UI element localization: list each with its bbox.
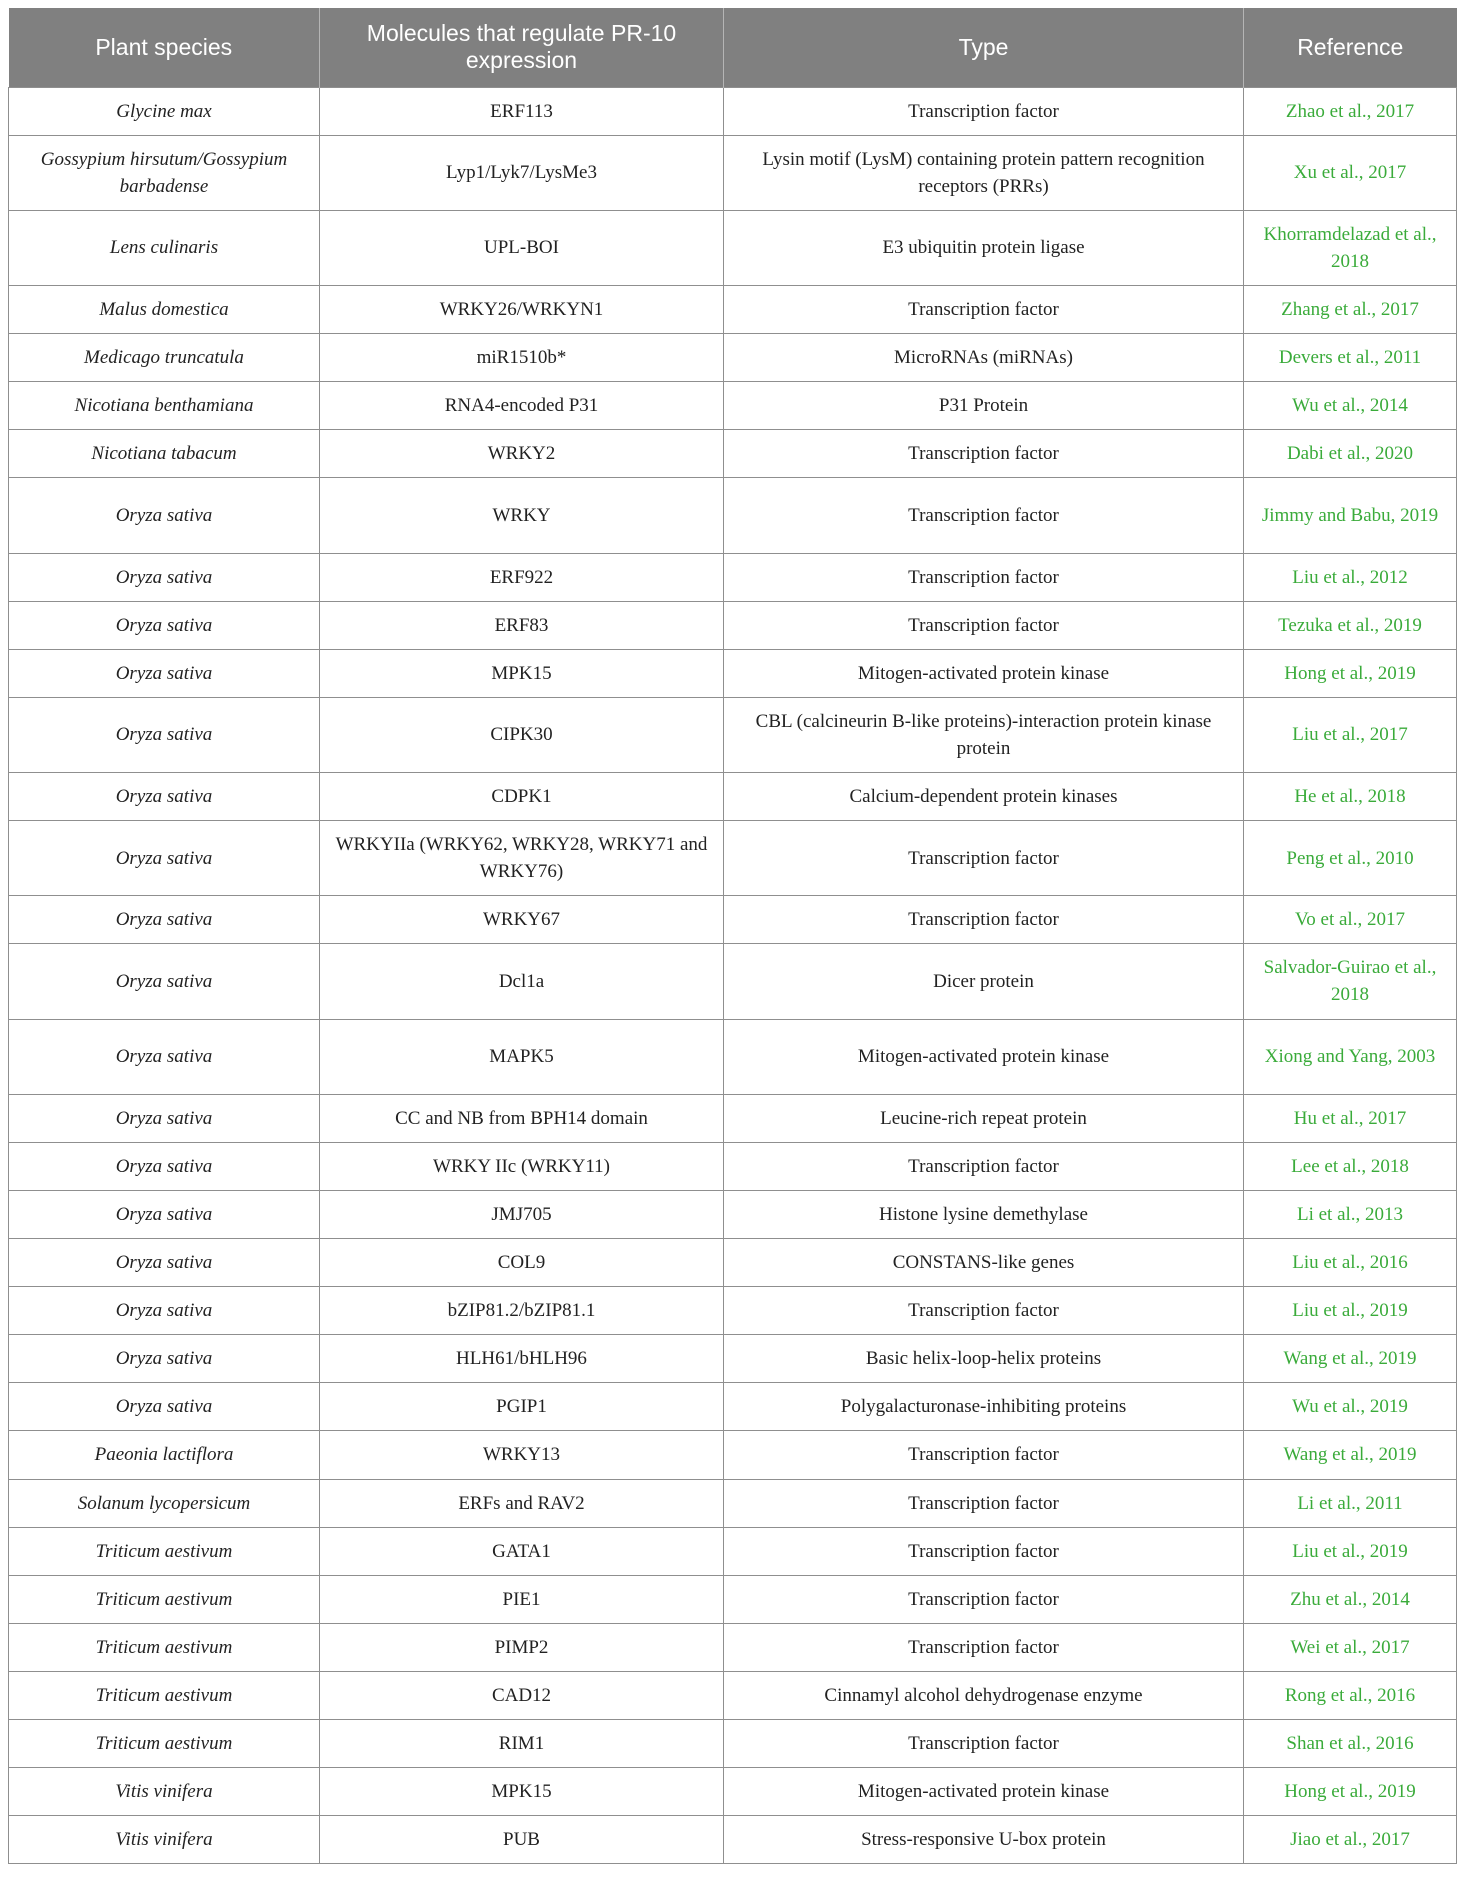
table-row [9, 1719, 1457, 1767]
species-cell: Triticum aestivum [9, 1623, 320, 1671]
species-cell: Glycine max [9, 87, 320, 135]
table-row [9, 1383, 1457, 1431]
molecule-cell: CAD12 [320, 1671, 724, 1719]
species-cell: Oryza sativa [9, 649, 320, 697]
type-cell: Leucine-rich repeat protein [724, 1094, 1244, 1142]
table-row [9, 553, 1457, 601]
species-cell: Malus domestica [9, 285, 320, 333]
type-cell: CBL (calcineurin B-like proteins)-interaction protein kinase protein [724, 697, 1244, 772]
type-cell: Transcription factor [724, 1287, 1244, 1335]
reference-link[interactable]: Wei et al., 2017 [1244, 1623, 1457, 1671]
molecule-cell: WRKY IIc (WRKY11) [320, 1142, 724, 1190]
table-row [9, 773, 1457, 821]
molecule-cell: WRKY13 [320, 1431, 724, 1479]
species-cell: Oryza sativa [9, 697, 320, 772]
species-cell: Lens culinaris [9, 210, 320, 285]
reference-link[interactable]: Shan et al., 2016 [1244, 1719, 1457, 1767]
molecule-cell: ERF83 [320, 601, 724, 649]
type-cell: E3 ubiquitin protein ligase [724, 210, 1244, 285]
species-cell: Triticum aestivum [9, 1719, 320, 1767]
molecule-cell: PUB [320, 1816, 724, 1864]
table-row [9, 1623, 1457, 1671]
reference-link[interactable]: Vo et al., 2017 [1244, 896, 1457, 944]
table-row [9, 210, 1457, 285]
species-cell: Vitis vinifera [9, 1768, 320, 1816]
table-row [9, 334, 1457, 382]
header-plant-species: Plant species [9, 8, 320, 87]
reference-link[interactable]: Peng et al., 2010 [1244, 821, 1457, 896]
type-cell: Mitogen-activated protein kinase [724, 649, 1244, 697]
species-cell: Medicago truncatula [9, 334, 320, 382]
table-row [9, 697, 1457, 772]
species-cell: Vitis vinifera [9, 1816, 320, 1864]
reference-link[interactable]: Xiong and Yang, 2003 [1244, 1019, 1457, 1094]
species-cell: Solanum lycopersicum [9, 1479, 320, 1527]
molecule-cell: Lyp1/Lyk7/LysMe3 [320, 135, 724, 210]
type-cell: Transcription factor [724, 1623, 1244, 1671]
type-cell: Polygalacturonase-inhibiting proteins [724, 1383, 1244, 1431]
species-cell: Oryza sativa [9, 1287, 320, 1335]
reference-link[interactable]: Wang et al., 2019 [1244, 1335, 1457, 1383]
type-cell: Transcription factor [724, 87, 1244, 135]
type-cell: P31 Protein [724, 382, 1244, 430]
table-row [9, 649, 1457, 697]
molecule-cell: RNA4-encoded P31 [320, 382, 724, 430]
type-cell: CONSTANS-like genes [724, 1239, 1244, 1287]
molecule-cell: ERFs and RAV2 [320, 1479, 724, 1527]
molecule-cell: COL9 [320, 1239, 724, 1287]
reference-link[interactable]: Liu et al., 2017 [1244, 697, 1457, 772]
header-molecules: Molecules that regulate PR-10 expression [320, 8, 724, 87]
species-cell: Triticum aestivum [9, 1575, 320, 1623]
type-cell: Cinnamyl alcohol dehydrogenase enzyme [724, 1671, 1244, 1719]
table-body [9, 87, 1457, 1864]
type-cell: Histone lysine demethylase [724, 1190, 1244, 1238]
reference-link[interactable]: Li et al., 2011 [1244, 1479, 1457, 1527]
table-row [9, 1287, 1457, 1335]
header-row [9, 8, 1457, 87]
header-type: Type [724, 8, 1244, 87]
molecule-cell: CDPK1 [320, 773, 724, 821]
molecule-cell: bZIP81.2/bZIP81.1 [320, 1287, 724, 1335]
type-cell: Transcription factor [724, 601, 1244, 649]
species-cell: Nicotiana tabacum [9, 430, 320, 478]
type-cell: Calcium-dependent protein kinases [724, 773, 1244, 821]
molecule-cell: HLH61/bHLH96 [320, 1335, 724, 1383]
reference-link[interactable]: Hong et al., 2019 [1244, 649, 1457, 697]
type-cell: Dicer protein [724, 944, 1244, 1019]
molecule-cell: CC and NB from BPH14 domain [320, 1094, 724, 1142]
molecule-cell: JMJ705 [320, 1190, 724, 1238]
molecule-cell: PIMP2 [320, 1623, 724, 1671]
type-cell: Mitogen-activated protein kinase [724, 1768, 1244, 1816]
molecule-cell: WRKY2 [320, 430, 724, 478]
pr10-regulators-table [8, 8, 1457, 1864]
table-row [9, 285, 1457, 333]
molecule-cell: PGIP1 [320, 1383, 724, 1431]
reference-link[interactable]: Devers et al., 2011 [1244, 334, 1457, 382]
table-row [9, 1575, 1457, 1623]
species-cell: Oryza sativa [9, 1019, 320, 1094]
type-cell: Lysin motif (LysM) containing protein pattern recognition receptors (PRRs) [724, 135, 1244, 210]
reference-link[interactable]: Liu et al., 2019 [1244, 1527, 1457, 1575]
table-row [9, 1019, 1457, 1094]
table-row [9, 382, 1457, 430]
reference-link[interactable]: Wu et al., 2019 [1244, 1383, 1457, 1431]
reference-link[interactable]: Zhu et al., 2014 [1244, 1575, 1457, 1623]
type-cell: Transcription factor [724, 1431, 1244, 1479]
type-cell: Mitogen-activated protein kinase [724, 1019, 1244, 1094]
reference-link[interactable]: Zhao et al., 2017 [1244, 87, 1457, 135]
molecule-cell: WRKY26/WRKYN1 [320, 285, 724, 333]
table-row [9, 1335, 1457, 1383]
reference-link[interactable]: Rong et al., 2016 [1244, 1671, 1457, 1719]
table-row [9, 1768, 1457, 1816]
species-cell: Triticum aestivum [9, 1671, 320, 1719]
molecule-cell: GATA1 [320, 1527, 724, 1575]
reference-link[interactable]: Liu et al., 2016 [1244, 1239, 1457, 1287]
reference-link[interactable]: Tezuka et al., 2019 [1244, 601, 1457, 649]
table-row [9, 1239, 1457, 1287]
species-cell: Oryza sativa [9, 944, 320, 1019]
table-row [9, 1431, 1457, 1479]
species-cell: Gossypium hirsutum/Gossypium barbadense [9, 135, 320, 210]
reference-link[interactable]: Jimmy and Babu, 2019 [1244, 478, 1457, 553]
species-cell: Oryza sativa [9, 1239, 320, 1287]
reference-link[interactable]: Wang et al., 2019 [1244, 1431, 1457, 1479]
molecule-cell: MPK15 [320, 649, 724, 697]
type-cell: Transcription factor [724, 1142, 1244, 1190]
species-cell: Oryza sativa [9, 896, 320, 944]
species-cell: Paeonia lactiflora [9, 1431, 320, 1479]
type-cell: Stress-responsive U-box protein [724, 1816, 1244, 1864]
table-row [9, 896, 1457, 944]
table-row [9, 87, 1457, 135]
reference-link[interactable]: Jiao et al., 2017 [1244, 1816, 1457, 1864]
table-row [9, 1190, 1457, 1238]
reference-link[interactable]: Liu et al., 2019 [1244, 1287, 1457, 1335]
type-cell: Transcription factor [724, 553, 1244, 601]
type-cell: Basic helix-loop-helix proteins [724, 1335, 1244, 1383]
type-cell: Transcription factor [724, 1479, 1244, 1527]
type-cell: Transcription factor [724, 821, 1244, 896]
reference-link[interactable]: Wu et al., 2014 [1244, 382, 1457, 430]
table-row [9, 1142, 1457, 1190]
species-cell: Oryza sativa [9, 1094, 320, 1142]
type-cell: MicroRNAs (miRNAs) [724, 334, 1244, 382]
table-row [9, 1816, 1457, 1864]
table-row [9, 1479, 1457, 1527]
species-cell: Oryza sativa [9, 553, 320, 601]
table-row [9, 135, 1457, 210]
species-cell: Nicotiana benthamiana [9, 382, 320, 430]
table-row [9, 1094, 1457, 1142]
reference-link[interactable]: Li et al., 2013 [1244, 1190, 1457, 1238]
reference-link[interactable]: Salvador-Guirao et al., 2018 [1244, 944, 1457, 1019]
molecule-cell: WRKY [320, 478, 724, 553]
molecule-cell: Dcl1a [320, 944, 724, 1019]
reference-link[interactable]: Liu et al., 2012 [1244, 553, 1457, 601]
molecule-cell: MPK15 [320, 1768, 724, 1816]
type-cell: Transcription factor [724, 1575, 1244, 1623]
molecule-cell: CIPK30 [320, 697, 724, 772]
reference-link[interactable]: Dabi et al., 2020 [1244, 430, 1457, 478]
table-row [9, 944, 1457, 1019]
table-row [9, 1671, 1457, 1719]
molecule-cell: MAPK5 [320, 1019, 724, 1094]
molecule-cell: PIE1 [320, 1575, 724, 1623]
type-cell: Transcription factor [724, 1527, 1244, 1575]
molecule-cell: ERF113 [320, 87, 724, 135]
species-cell: Oryza sativa [9, 601, 320, 649]
species-cell: Oryza sativa [9, 821, 320, 896]
table-row [9, 1527, 1457, 1575]
species-cell: Oryza sativa [9, 478, 320, 553]
header-reference: Reference [1244, 8, 1457, 87]
type-cell: Transcription factor [724, 896, 1244, 944]
molecule-cell: ERF922 [320, 553, 724, 601]
species-cell: Oryza sativa [9, 1190, 320, 1238]
reference-link[interactable]: Hu et al., 2017 [1244, 1094, 1457, 1142]
molecule-cell: miR1510b* [320, 334, 724, 382]
reference-link[interactable]: He et al., 2018 [1244, 773, 1457, 821]
table-row [9, 601, 1457, 649]
species-cell: Triticum aestivum [9, 1527, 320, 1575]
type-cell: Transcription factor [724, 478, 1244, 553]
type-cell: Transcription factor [724, 285, 1244, 333]
table-row [9, 821, 1457, 896]
species-cell: Oryza sativa [9, 1142, 320, 1190]
table-row [9, 478, 1457, 553]
species-cell: Oryza sativa [9, 773, 320, 821]
type-cell: Transcription factor [724, 430, 1244, 478]
reference-link[interactable]: Hong et al., 2019 [1244, 1768, 1457, 1816]
reference-link[interactable]: Xu et al., 2017 [1244, 135, 1457, 210]
molecule-cell: UPL-BOI [320, 210, 724, 285]
reference-link[interactable]: Lee et al., 2018 [1244, 1142, 1457, 1190]
type-cell: Transcription factor [724, 1719, 1244, 1767]
table-row [9, 430, 1457, 478]
reference-link[interactable]: Zhang et al., 2017 [1244, 285, 1457, 333]
molecule-cell: WRKYIIa (WRKY62, WRKY28, WRKY71 and WRKY76) [320, 821, 724, 896]
reference-link[interactable]: Khorramdelazad et al., 2018 [1244, 210, 1457, 285]
molecule-cell: WRKY67 [320, 896, 724, 944]
molecule-cell: RIM1 [320, 1719, 724, 1767]
species-cell: Oryza sativa [9, 1383, 320, 1431]
species-cell: Oryza sativa [9, 1335, 320, 1383]
